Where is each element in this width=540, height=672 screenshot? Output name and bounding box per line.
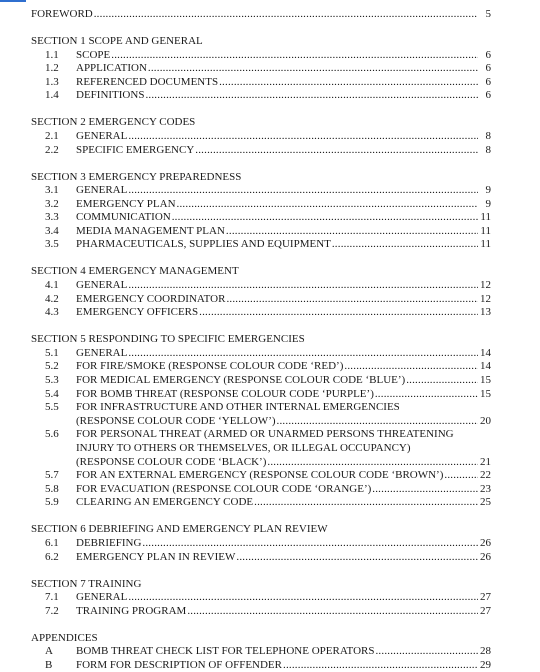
toc-entry[interactable]	[31, 306, 491, 320]
toc-leader-dots	[199, 306, 478, 320]
toc-leader-dots	[226, 225, 478, 239]
toc-entry-title: GENERAL	[76, 346, 128, 359]
toc-entry-number: 6.1	[45, 536, 59, 549]
toc-leader-dots	[236, 551, 478, 565]
toc-leader-dots	[226, 293, 478, 307]
toc-leader-dots	[111, 49, 478, 63]
toc-entry-title: BOMB THREAT CHECK LIST FOR TELEPHONE OPERATORS	[76, 645, 375, 658]
toc-entry-title: SPECIFIC EMERGENCY	[76, 143, 195, 156]
toc-entry[interactable]	[31, 279, 491, 293]
toc-page-number: 26	[480, 536, 491, 549]
toc-entry-title: REFERENCED DOCUMENTS	[76, 75, 219, 88]
section-gap	[31, 320, 491, 333]
toc-entry-title: TRAINING PROGRAM	[76, 604, 187, 617]
toc-page-number: 11	[480, 238, 491, 251]
toc-entry-title: CLEARING AN EMERGENCY CODE	[76, 496, 254, 509]
toc-leader-dots	[267, 456, 478, 470]
toc-entry[interactable]	[31, 238, 491, 252]
toc-entry-number: 5.6	[45, 428, 59, 441]
toc-leader-dots	[344, 360, 478, 374]
toc-leader-dots	[142, 537, 478, 551]
toc-entry[interactable]	[31, 49, 491, 63]
toc-entry-title: (RESPONSE COLOUR CODE ‘YELLOW’)	[76, 414, 276, 427]
toc-entry-title: FORM FOR DESCRIPTION OF OFFENDER	[76, 658, 282, 671]
toc-leader-dots	[254, 496, 478, 510]
toc-entry-number: 5.4	[45, 387, 59, 400]
toc-entry-number: 5.3	[45, 374, 59, 387]
toc-page-number: 27	[480, 591, 491, 604]
toc-entry-title: FOR INFRASTRUCTURE AND OTHER INTERNAL EMERGENCIES	[76, 401, 400, 414]
section-heading: SECTION 2 EMERGENCY CODES	[31, 116, 196, 129]
toc-entry-title: GENERAL	[76, 591, 128, 604]
toc-entry-number: 5.7	[45, 469, 59, 482]
toc-entry-number: A	[45, 645, 53, 658]
toc-entry[interactable]	[31, 483, 491, 497]
toc-entry[interactable]	[31, 360, 491, 374]
toc-entry-number: 5.2	[45, 360, 59, 373]
toc-entry-title: (RESPONSE COLOUR CODE ‘BLACK’)	[76, 455, 267, 468]
toc-page-number: 6	[485, 75, 491, 88]
toc-entry-title: FOR AN EXTERNAL EMERGENCY (RESPONSE COLOUR CODE ‘BROWN’)	[76, 469, 444, 482]
toc-entry[interactable]	[31, 293, 491, 307]
section-gap	[31, 510, 491, 523]
toc-entry-title: EMERGENCY PLAN	[76, 197, 176, 210]
toc-entry-title: DEFINITIONS	[76, 89, 145, 102]
toc-entry-number: 4.3	[45, 306, 59, 319]
toc-entry-title: GENERAL	[76, 184, 128, 197]
toc-leader-dots	[145, 89, 478, 103]
toc-page-number: 20	[480, 414, 491, 427]
toc-page-number: 11	[480, 211, 491, 224]
toc-entry[interactable]	[31, 537, 491, 551]
toc-page-number: 6	[485, 89, 491, 102]
toc-entry-number: 3.5	[45, 238, 59, 251]
section-heading: SECTION 6 DEBRIEFING AND EMERGENCY PLAN REVIEW	[31, 523, 328, 536]
toc-page-number: 28	[480, 645, 491, 658]
section-gap	[31, 157, 491, 170]
toc-leader-dots	[375, 645, 478, 659]
toc-entry[interactable]	[31, 76, 491, 90]
toc-page-number: 21	[480, 455, 491, 468]
toc-entry-number: 5.9	[45, 496, 59, 509]
toc-entry-title: MEDIA MANAGEMENT PLAN	[76, 224, 225, 237]
toc-leader-dots	[128, 279, 478, 293]
toc-entry-title: FOREWORD	[31, 8, 93, 20]
toc-entry[interactable]	[31, 62, 491, 76]
toc-page-number: 8	[485, 143, 491, 156]
toc-entry-title: COMMUNICATION	[76, 211, 171, 224]
section-heading: APPENDICES	[31, 631, 98, 644]
toc-entry[interactable]	[31, 659, 491, 672]
toc-page-number: 5	[485, 8, 491, 20]
section-heading: SECTION 7 TRAINING	[31, 577, 142, 590]
toc-entry-title: FOR MEDICAL EMERGENCY (RESPONSE COLOUR CODE ‘BLUE’)	[76, 374, 406, 387]
toc-entry-number: 3.4	[45, 224, 59, 237]
toc-entry-title: INJURY TO OTHERS OR THEMSELVES, OR ILLEGAL OCCUPANCY)	[76, 441, 411, 454]
toc-leader-dots	[177, 198, 478, 212]
toc-page-number: 14	[480, 346, 491, 359]
toc-entry[interactable]	[31, 211, 491, 225]
toc-entry-number: B	[45, 658, 53, 671]
toc-entry[interactable]	[31, 225, 491, 239]
toc-entry-title: GENERAL	[76, 279, 128, 292]
toc-entry-number: 1.1	[45, 48, 59, 61]
toc-page-number: 13	[480, 306, 491, 319]
toc-leader-dots	[128, 591, 478, 605]
toc-page-number: 14	[480, 360, 491, 373]
toc-leader-dots	[219, 76, 478, 90]
toc-entry[interactable]	[31, 130, 491, 144]
section-heading: SECTION 3 EMERGENCY PREPAREDNESS	[31, 170, 242, 183]
toc-leader-dots	[94, 8, 478, 22]
toc-entry-continuation[interactable]	[31, 415, 491, 429]
section-heading: SECTION 1 SCOPE AND GENERAL	[31, 34, 203, 47]
toc-entry-title: EMERGENCY COORDINATOR	[76, 292, 226, 305]
toc-entry-title: SCOPE	[76, 48, 111, 61]
toc-leader-dots	[406, 374, 478, 388]
toc-page-number: 15	[480, 374, 491, 387]
toc-entry[interactable]	[31, 144, 491, 158]
section-gap	[31, 618, 491, 631]
section-gap	[31, 103, 491, 116]
toc-page-number: 11	[480, 224, 491, 237]
toc-leader-dots	[332, 238, 478, 252]
toc-entry[interactable]	[31, 388, 491, 402]
toc-entry[interactable]	[31, 184, 491, 198]
toc-entry-number: 1.4	[45, 89, 59, 102]
toc-entry-number: 3.1	[45, 184, 59, 197]
section-gap	[31, 22, 491, 35]
toc-entry[interactable]	[31, 551, 491, 565]
toc-entry-foreword[interactable]	[31, 8, 491, 22]
toc-entry-number: 1.3	[45, 75, 59, 88]
toc-page-number: 26	[480, 550, 491, 563]
top-accent-bar	[0, 0, 26, 2]
toc-entry[interactable]	[31, 645, 491, 659]
toc-page-number: 9	[485, 184, 491, 197]
toc-entry-number: 2.1	[45, 129, 59, 142]
toc-entry-title: EMERGENCY OFFICERS	[76, 306, 199, 319]
section-heading: SECTION 5 RESPONDING TO SPECIFIC EMERGENCIES	[31, 333, 305, 346]
toc-page-number: 12	[480, 292, 491, 305]
toc-entry-number: 1.2	[45, 62, 59, 75]
toc-entry-title: GENERAL	[76, 129, 128, 142]
toc-entry-number: 5.5	[45, 401, 59, 414]
toc-entry[interactable]	[31, 428, 491, 442]
toc-entry-title: FOR BOMB THREAT (RESPONSE COLOUR CODE ‘PURPLE’)	[76, 387, 374, 400]
toc-entry[interactable]	[31, 198, 491, 212]
toc-leader-dots	[187, 605, 478, 619]
toc-leader-dots	[444, 469, 478, 483]
toc-leader-dots	[128, 184, 478, 198]
toc-leader-dots	[128, 347, 478, 361]
section-heading: SECTION 4 EMERGENCY MANAGEMENT	[31, 265, 239, 278]
toc-entry[interactable]	[31, 401, 491, 415]
toc-entry-number: 3.2	[45, 197, 59, 210]
toc-leader-dots	[128, 130, 478, 144]
toc-entry-number: 4.2	[45, 292, 59, 305]
toc-entry-continuation[interactable]	[31, 456, 491, 470]
toc-leader-dots	[372, 483, 478, 497]
toc-entry-title: FOR EVACUATION (RESPONSE COLOUR CODE ‘ORANGE’)	[76, 482, 372, 495]
toc-leader-dots	[283, 659, 478, 672]
table-of-contents	[31, 8, 491, 672]
toc-entry-number: 6.2	[45, 550, 59, 563]
toc-leader-dots	[277, 415, 478, 429]
toc-page-number: 6	[485, 62, 491, 75]
toc-entry-title: DEBRIEFING	[76, 536, 142, 549]
section-gap	[31, 252, 491, 265]
toc-entry[interactable]	[31, 605, 491, 619]
toc-entry-title: FOR PERSONAL THREAT (ARMED OR UNARMED PERSONS THREATENING	[76, 428, 454, 441]
toc-entry-continuation[interactable]	[31, 442, 491, 456]
toc-entry-title: FOR FIRE/SMOKE (RESPONSE COLOUR CODE ‘RED’)	[76, 360, 344, 373]
section-gap	[31, 564, 491, 577]
toc-leader-dots	[172, 211, 478, 225]
toc-page-number: 9	[485, 197, 491, 210]
toc-leader-dots	[148, 62, 478, 76]
toc-entry-title: PHARMACEUTICALS, SUPPLIES AND EQUIPMENT	[76, 238, 331, 251]
toc-entry-title: APPLICATION	[76, 62, 147, 75]
toc-entry[interactable]	[31, 374, 491, 388]
toc-entry[interactable]	[31, 469, 491, 483]
toc-entry[interactable]	[31, 591, 491, 605]
toc-page-number: 15	[480, 387, 491, 400]
toc-entry-number: 7.2	[45, 604, 59, 617]
toc-page-number: 27	[480, 604, 491, 617]
toc-page-number: 22	[480, 469, 491, 482]
toc-leader-dots	[375, 388, 478, 402]
toc-page-number: 6	[485, 48, 491, 61]
toc-page-number: 8	[485, 129, 491, 142]
toc-page-number: 23	[480, 482, 491, 495]
toc-page-number: 29	[480, 658, 491, 671]
toc-leader-dots	[195, 144, 478, 158]
toc-entry-number: 3.3	[45, 211, 59, 224]
toc-entry-number: 2.2	[45, 143, 59, 156]
toc-entry-title: EMERGENCY PLAN IN REVIEW	[76, 550, 236, 563]
toc-page-number: 12	[480, 279, 491, 292]
toc-entry-number: 5.8	[45, 482, 59, 495]
toc-page-number: 25	[480, 496, 491, 509]
toc-entry[interactable]	[31, 347, 491, 361]
toc-entry-number: 7.1	[45, 591, 59, 604]
toc-entry[interactable]	[31, 496, 491, 510]
toc-entry-number: 4.1	[45, 279, 59, 292]
toc-entry[interactable]	[31, 89, 491, 103]
toc-entry-number: 5.1	[45, 346, 59, 359]
